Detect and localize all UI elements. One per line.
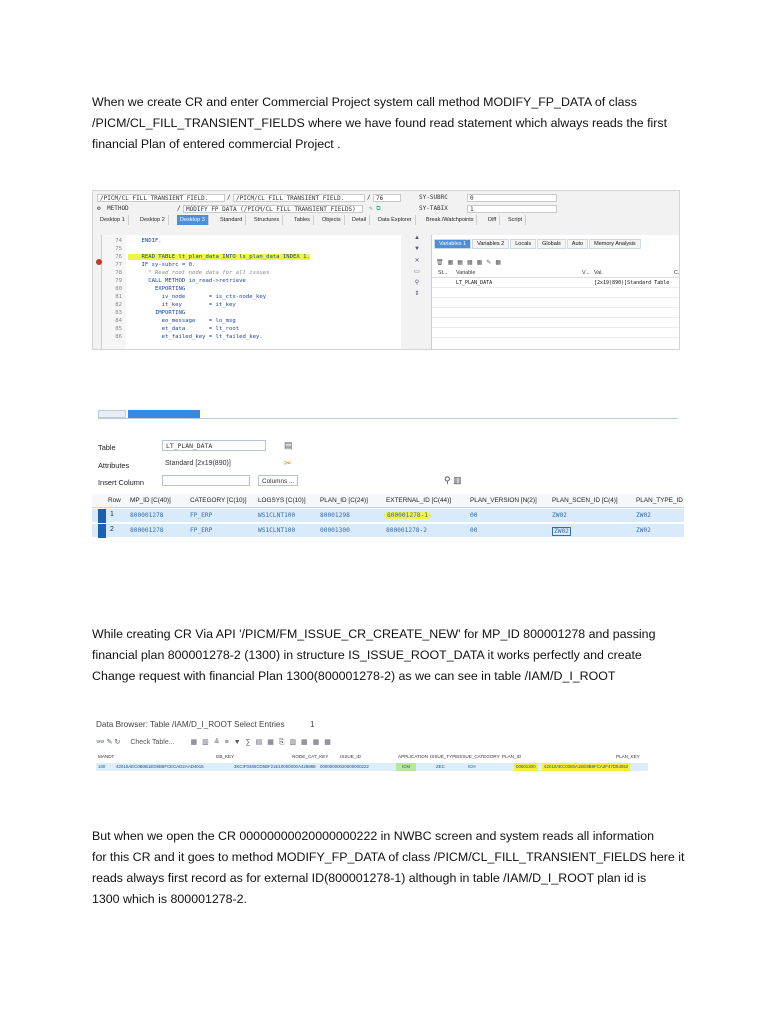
tab-inactive[interactable] [98, 410, 126, 418]
columns-button[interactable]: Columns ... [258, 475, 298, 486]
search-icon[interactable]: ⚲ ▥ [444, 475, 462, 485]
table-name-field[interactable]: LT_PLAN_DATA [162, 440, 266, 451]
code-line: 83 IMPORTING [115, 310, 186, 316]
tab-variables-1[interactable]: Variables 1 [434, 239, 471, 249]
variable-row-empty[interactable] [432, 299, 680, 308]
code-line: 79 CALL METHOD io_read->retrieve [115, 278, 246, 284]
toolbar-icons[interactable]: ▦▥≜≡▼∑▤▦⎘▥▦▦▦ [190, 739, 336, 746]
tab-data-explorer[interactable]: Data Explorer [375, 215, 416, 225]
data-browser-header: MANDT DB_KEY NODE_CAT_KEY ISSUE_ID APPLICATION ISSUE_TYPE ISSUE_CATEGORY PLAN_ID PLAN_KEY [98, 754, 640, 759]
line-number-field[interactable]: 76 [373, 194, 401, 202]
tab-auto[interactable]: Auto [567, 239, 588, 249]
variable-row[interactable] [432, 279, 680, 288]
tab-tables[interactable]: Tables [291, 215, 314, 225]
variable-row-empty[interactable] [432, 289, 680, 298]
attributes-value: Standard [2x19(890)] [165, 460, 231, 467]
vertical-toolbar [411, 235, 423, 305]
variables-pane [431, 235, 680, 350]
table-view-tabs [98, 410, 678, 419]
paragraph-issue [92, 826, 692, 910]
subrc-value[interactable]: 0 [467, 194, 557, 202]
data-browser-title: Data Browser: Table /IAM/D_I_ROOT Select Entries [96, 720, 285, 729]
debugger-header-row: /PICM/CL_FILL_TRANSIENT_FIELD. / /PICM/CL_FILL_TRANSIENT_FIELD. / 76 SY-SUBRC 0 [93, 193, 679, 203]
tab-memory-analysis[interactable]: Memory Analysis [589, 239, 641, 249]
insert-column-label: Insert Column [98, 478, 145, 487]
edit-icon[interactable]: ✎ ⧉ [369, 205, 381, 212]
refresh-icon[interactable]: ↻ [114, 739, 121, 746]
text-line: financial Plan of entered commercial Project . [92, 137, 341, 151]
wrench-icon[interactable]: ✂ [284, 458, 292, 468]
source-code-pane[interactable] [101, 235, 401, 350]
subrc-label: SY-SUBRC [419, 194, 448, 201]
text-line: While creating CR Via API '/PICM/FM_ISSUE_CR_CREATE_NEW' for MP_ID 800001278 and passing [92, 627, 656, 641]
code-line: 81 iv_node = is_ctx-node_key [115, 294, 267, 300]
check-table-button[interactable]: Check Table... [130, 739, 175, 746]
tab-structures[interactable]: Structures [251, 215, 283, 225]
method-label: METHOD [107, 205, 129, 212]
selected-cell[interactable]: ZW02 [554, 528, 569, 535]
plan-key-highlight: 42010AEC0380A1EE9B6FCA2F47D54052 [544, 764, 629, 769]
variable-name: LT_PLAN_DATA [456, 280, 493, 286]
table-row[interactable]: 1 800001278 FP_ERP WS1CLNT100 80001298 800001278-1 00 ZW02 ZW02 [92, 509, 684, 523]
text-line: But when we open the CR 00000000020000000222 in NWBC screen and system reads all information [92, 829, 655, 843]
method-field[interactable]: MODIFY_FP_DATA (/PICM/CL_FILL_TRANSIENT_FIELDS) [183, 205, 363, 213]
split-icon[interactable]: ⇕ [414, 291, 420, 297]
tab-breakpoints[interactable]: Break./Watchpoints [423, 215, 477, 225]
save-icon[interactable]: ▭ [414, 269, 420, 275]
code-line: 78 " Read root node data for all issues [115, 270, 270, 276]
variable-row-empty[interactable] [432, 309, 680, 318]
table-label: Table [98, 443, 116, 452]
text-line: 1300 which is 800001278-2. [92, 892, 247, 906]
row-selector[interactable] [98, 524, 106, 538]
paragraph-intro [92, 92, 692, 155]
application-highlight: ICM [396, 763, 416, 771]
tab-diff[interactable]: Diff [485, 215, 500, 225]
plan-id-highlight: 00001300 [516, 764, 536, 769]
debugger-method-row: ⚙ METHOD / MODIFY_FP_DATA (/PICM/CL_FILL_TRANSIENT_FIELDS) ✎ ⧉ SY-TABIX 1 [93, 204, 679, 214]
text-line: financial plan 800001278-2 (1300) in structure IS_ISSUE_ROOT_DATA it works perfectly and create [92, 648, 642, 662]
data-browser-toolbar [96, 738, 336, 747]
variables-tabs [434, 239, 642, 249]
scroll-down-icon[interactable]: ▼ [414, 246, 420, 252]
glasses-icon[interactable]: 👓 [96, 739, 105, 746]
text-line: reads always first record as for external ID(800001278-1) although in table /IAM/D_I_ROOT plan id is [92, 871, 647, 885]
search-icon[interactable]: ⚲ [414, 280, 420, 286]
close-icon[interactable]: ✕ [414, 258, 420, 264]
tab-desktop-3[interactable]: Desktop 3 [177, 215, 209, 225]
variables-header: St... Variable V... Val. C. [432, 269, 680, 278]
code-line-current: 76 READ TABLE lt_plan_data INTO ls_plan_data INDEX 1. [115, 254, 310, 260]
variables-toolbar[interactable]: 🗑▦▦▦▦✎▦ [436, 260, 505, 266]
tab-globals[interactable]: Globals [537, 239, 566, 249]
code-line: 84 eo_message = lo_msg [115, 318, 236, 324]
tab-desktop-2[interactable]: Desktop 2 [137, 215, 169, 225]
attributes-label: Attributes [98, 461, 130, 470]
debugger-screenshot [92, 190, 680, 350]
tab-script[interactable]: Script [505, 215, 526, 225]
code-line: 74 ENDIF. [115, 238, 162, 244]
tab-active[interactable] [128, 410, 200, 418]
entry-count: 1 [310, 720, 315, 729]
paragraph-api [92, 624, 692, 687]
variable-row-empty[interactable] [432, 329, 680, 338]
code-line: 82 it_key = it_key [115, 302, 236, 308]
code-line: 77 IF sy-subrc = 0. [115, 262, 196, 268]
text-line: When we create CR and enter Commercial Project system call method MODIFY_FP_DATA of class [92, 95, 637, 109]
table-icon[interactable]: ▤ [284, 440, 293, 450]
debugger-tabs [93, 215, 679, 225]
table-view-screenshot [92, 410, 684, 550]
external-id-highlight: 800001278-1 [384, 512, 431, 519]
tab-variables-2[interactable]: Variables 2 [472, 239, 509, 249]
code-line: 75 [115, 246, 122, 252]
code-line: 80 EXPORTING [115, 286, 186, 292]
code-line: 85 et_data = lt_root [115, 326, 240, 332]
variable-value: [2x19(890)]Standard Table [594, 280, 670, 286]
table-header: Row MP_ID [C(40)] CATEGORY [C(10)] LOGSYS [C(10)] PLAN_ID [C(24)] EXTERNAL_ID [C(44)] PLAN_VERSION [N(2)] PLAN_SCEN_ID [C(4)] PLAN_TYPE_ID [92, 494, 684, 508]
tab-locals[interactable]: Locals [510, 239, 536, 249]
row-selector[interactable] [98, 509, 106, 523]
tab-desktop-1[interactable]: Desktop 1 [97, 215, 129, 225]
tabix-label: SY-TABIX [419, 205, 448, 212]
scroll-up-icon[interactable]: ▲ [414, 235, 420, 241]
include-field[interactable]: /PICM/CL_FILL_TRANSIENT_FIELD. [233, 194, 365, 202]
text-line: Change request with financial Plan 1300(800001278-2) as we can see in table /IAM/D_I_ROOT [92, 669, 616, 683]
code-line: 86 et_failed_key = lt_failed_key. [115, 334, 263, 340]
tab-standard[interactable]: Standard [217, 215, 246, 225]
data-browser-row[interactable]: 100 42010AEC0B0B1ED9B8FCECAD2AAD4015 3KCIF0486CD5BF21E10000000A428888 00000000020000000222 ICM ZEC ICH 00001300 42010AEC0380A1EE9B6FCA2F47D54052 [96, 763, 648, 771]
table-row[interactable]: 2 800001278 FP_ERP WS1CLNT100 00001300 800001278-2 00 ZW02 ZW02 [92, 524, 684, 538]
data-browser-screenshot [92, 718, 652, 776]
variable-row-empty[interactable] [432, 319, 680, 328]
insert-column-field[interactable] [162, 475, 250, 486]
tab-objects[interactable]: Objects [319, 215, 345, 225]
edit-icon[interactable]: ✎ [106, 739, 113, 746]
gear-icon: ⚙ [97, 205, 101, 212]
text-line: /PICM/CL_FILL_TRANSIENT_FIELDS where we have found read statement which always reads the first [92, 116, 668, 130]
tab-detail[interactable]: Detail [349, 215, 370, 225]
tabix-value[interactable]: 1 [467, 205, 557, 213]
text-line: for this CR and it goes to method MODIFY_FP_DATA of class /PICM/CL_FILL_TRANSIENT_FIELDS here it [92, 850, 685, 864]
class-field[interactable]: /PICM/CL_FILL_TRANSIENT_FIELD. [97, 194, 225, 202]
